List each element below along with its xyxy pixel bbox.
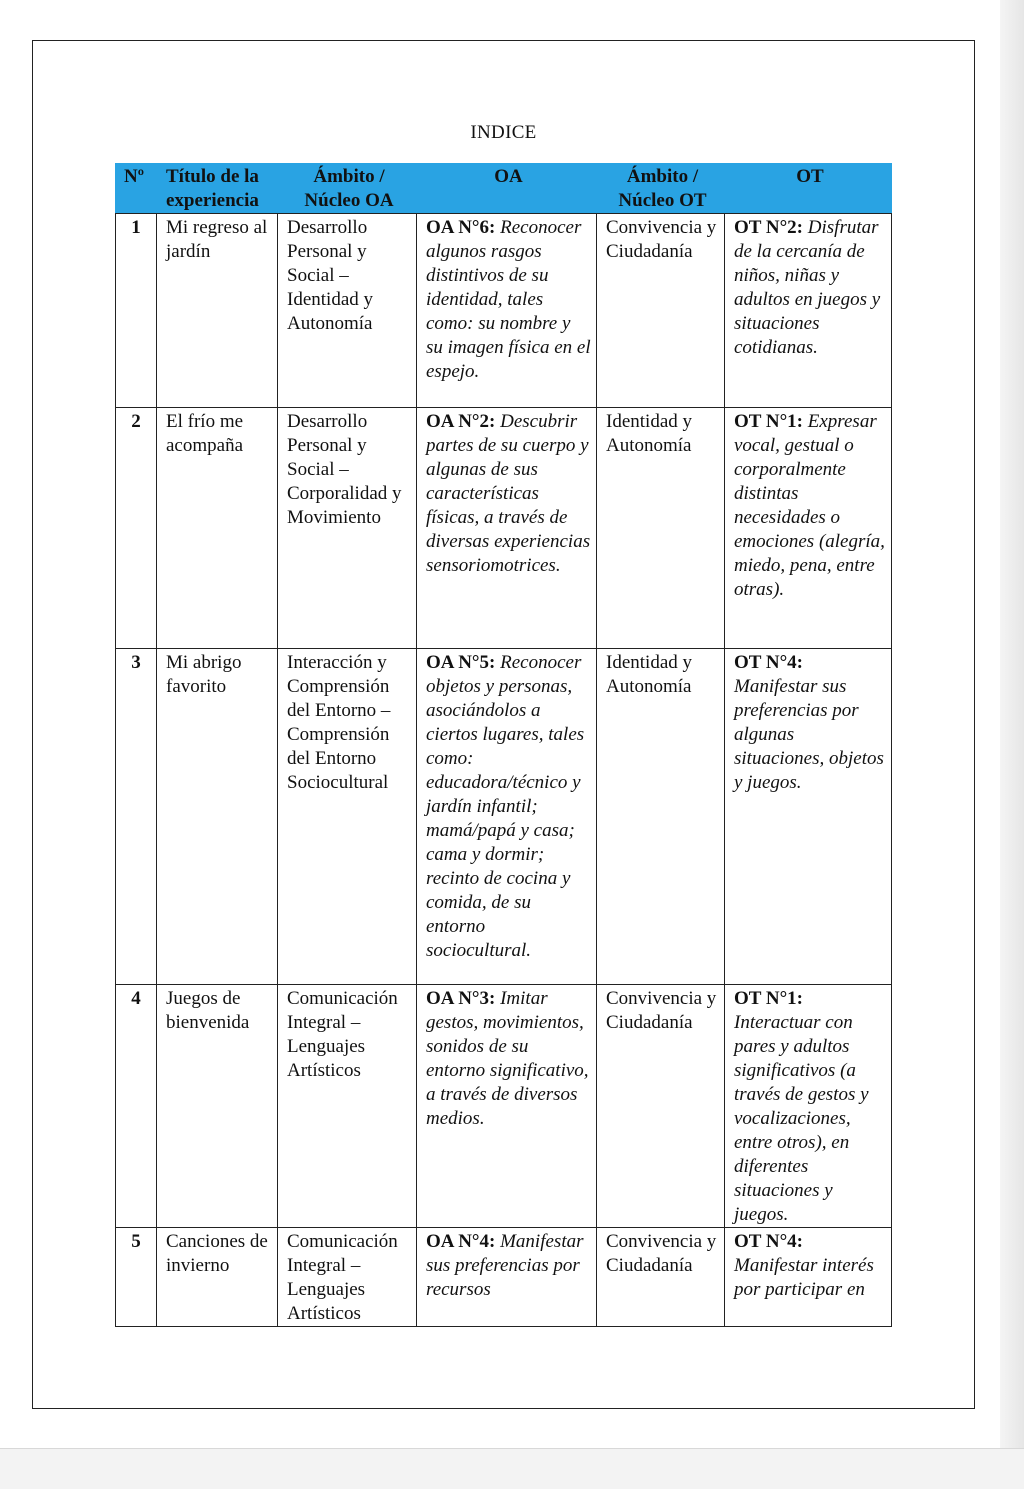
header-title: Título de la experiencia: [157, 164, 278, 214]
index-table-header: [116, 164, 892, 214]
oa-cell: [417, 985, 597, 1228]
ot-text: Interactuar con pares y adultos significativos (a través de gestos y vocalizaciones, entre otros), en diferentes situaciones y juegos.: [734, 1012, 869, 1225]
header-ot: OT: [725, 164, 892, 214]
ot-cell: [725, 985, 892, 1228]
experience-title: Mi abrigo favorito: [157, 649, 278, 985]
document-title: INDICE: [470, 122, 537, 143]
row-number: 3: [116, 649, 157, 985]
row-number: 2: [116, 408, 157, 649]
header-ambito-oa: Ámbito / Núcleo OA: [278, 164, 417, 214]
oa-text: Imitar gestos, movimientos, sonidos de su entorno significativo, a través de diversos medios.: [426, 988, 589, 1129]
oa-code: OA N°5:: [426, 652, 496, 673]
index-table: [115, 163, 892, 1327]
oa-text: Reconocer objetos y personas, asociándolos a ciertos lugares, tales como: educadora/técnico y jardín infantil; mamá/papá y casa; cama y dormir; recinto de cocina y comida, de su entorno sociocultural.: [426, 652, 585, 961]
oa-code: OA N°4:: [426, 1231, 496, 1252]
ot-cell: [725, 408, 892, 649]
ambito-ot: Identidad y Autonomía: [597, 408, 725, 649]
table-row: [116, 214, 892, 408]
oa-cell: [417, 1228, 597, 1327]
ot-code: OT N°4:: [734, 1231, 804, 1252]
oa-code: OA N°6:: [426, 217, 496, 238]
experience-title: Canciones de invierno: [157, 1228, 278, 1327]
ambito-ot: Convivencia y Ciudadanía: [597, 985, 725, 1228]
ambito-oa: Desarrollo Personal y Social – Identidad y Autonomía: [278, 214, 417, 408]
table-row: [116, 1228, 892, 1327]
experience-title: El frío me acompaña: [157, 408, 278, 649]
ambito-oa: Comunicación Integral – Lenguajes Artísticos: [278, 985, 417, 1228]
viewer-right-edge: [1000, 0, 1024, 1488]
ot-text: Manifestar sus preferencias por algunas situaciones, objetos y juegos.: [734, 676, 884, 793]
oa-cell: [417, 408, 597, 649]
experience-title: Mi regreso al jardín: [157, 214, 278, 408]
ambito-oa: Interacción y Comprensión del Entorno – Comprensión del Entorno Sociocultural: [278, 649, 417, 985]
ot-cell: [725, 214, 892, 408]
table-row: [116, 408, 892, 649]
ot-code: OT N°2:: [734, 217, 804, 238]
header-ambito-ot: Ámbito / Núcleo OT: [597, 164, 725, 214]
ambito-ot: Convivencia y Ciudadanía: [597, 1228, 725, 1327]
ot-code: OT N°4:: [734, 652, 804, 673]
oa-cell: [417, 649, 597, 985]
row-number: 5: [116, 1228, 157, 1327]
oa-text: Manifestar sus preferencias por recursos: [426, 1231, 584, 1300]
ot-cell: [725, 1228, 892, 1327]
oa-code: OA N°3:: [426, 988, 496, 1009]
ambito-oa: Comunicación Integral – Lenguajes Artísticos: [278, 1228, 417, 1327]
ot-code: OT N°1:: [734, 411, 804, 432]
table-row: [116, 649, 892, 985]
ot-text: Manifestar interés por participar en: [734, 1255, 874, 1300]
header-num: Nº: [116, 164, 157, 214]
viewer-bottom-edge: [0, 1448, 1024, 1489]
experience-title: Juegos de bienvenida: [157, 985, 278, 1228]
ot-text: Expresar vocal, gestual o corporalmente distintas necesidades o emociones (alegría, miedo, pena, entre otras).: [734, 411, 885, 600]
oa-code: OA N°2:: [426, 411, 496, 432]
ot-text: Disfrutar de la cercanía de niños, niñas y adultos en juegos y situaciones cotidianas.: [734, 217, 881, 358]
ambito-oa: Desarrollo Personal y Social – Corporalidad y Movimiento: [278, 408, 417, 649]
ambito-ot: Convivencia y Ciudadanía: [597, 214, 725, 408]
table-row: [116, 985, 892, 1228]
oa-text: Reconocer algunos rasgos distintivos de su identidad, tales como: su nombre y su imagen física en el espejo.: [426, 217, 591, 382]
oa-text: Descubrir partes de su cuerpo y algunas de sus características físicas, a través de diversas experiencias sensoriomotrices.: [426, 411, 591, 576]
row-number: 1: [116, 214, 157, 408]
row-number: 4: [116, 985, 157, 1228]
ot-code: OT N°1:: [734, 988, 804, 1009]
header-oa: OA: [417, 164, 597, 214]
oa-cell: [417, 214, 597, 408]
ot-cell: [725, 649, 892, 985]
ambito-ot: Identidad y Autonomía: [597, 649, 725, 985]
